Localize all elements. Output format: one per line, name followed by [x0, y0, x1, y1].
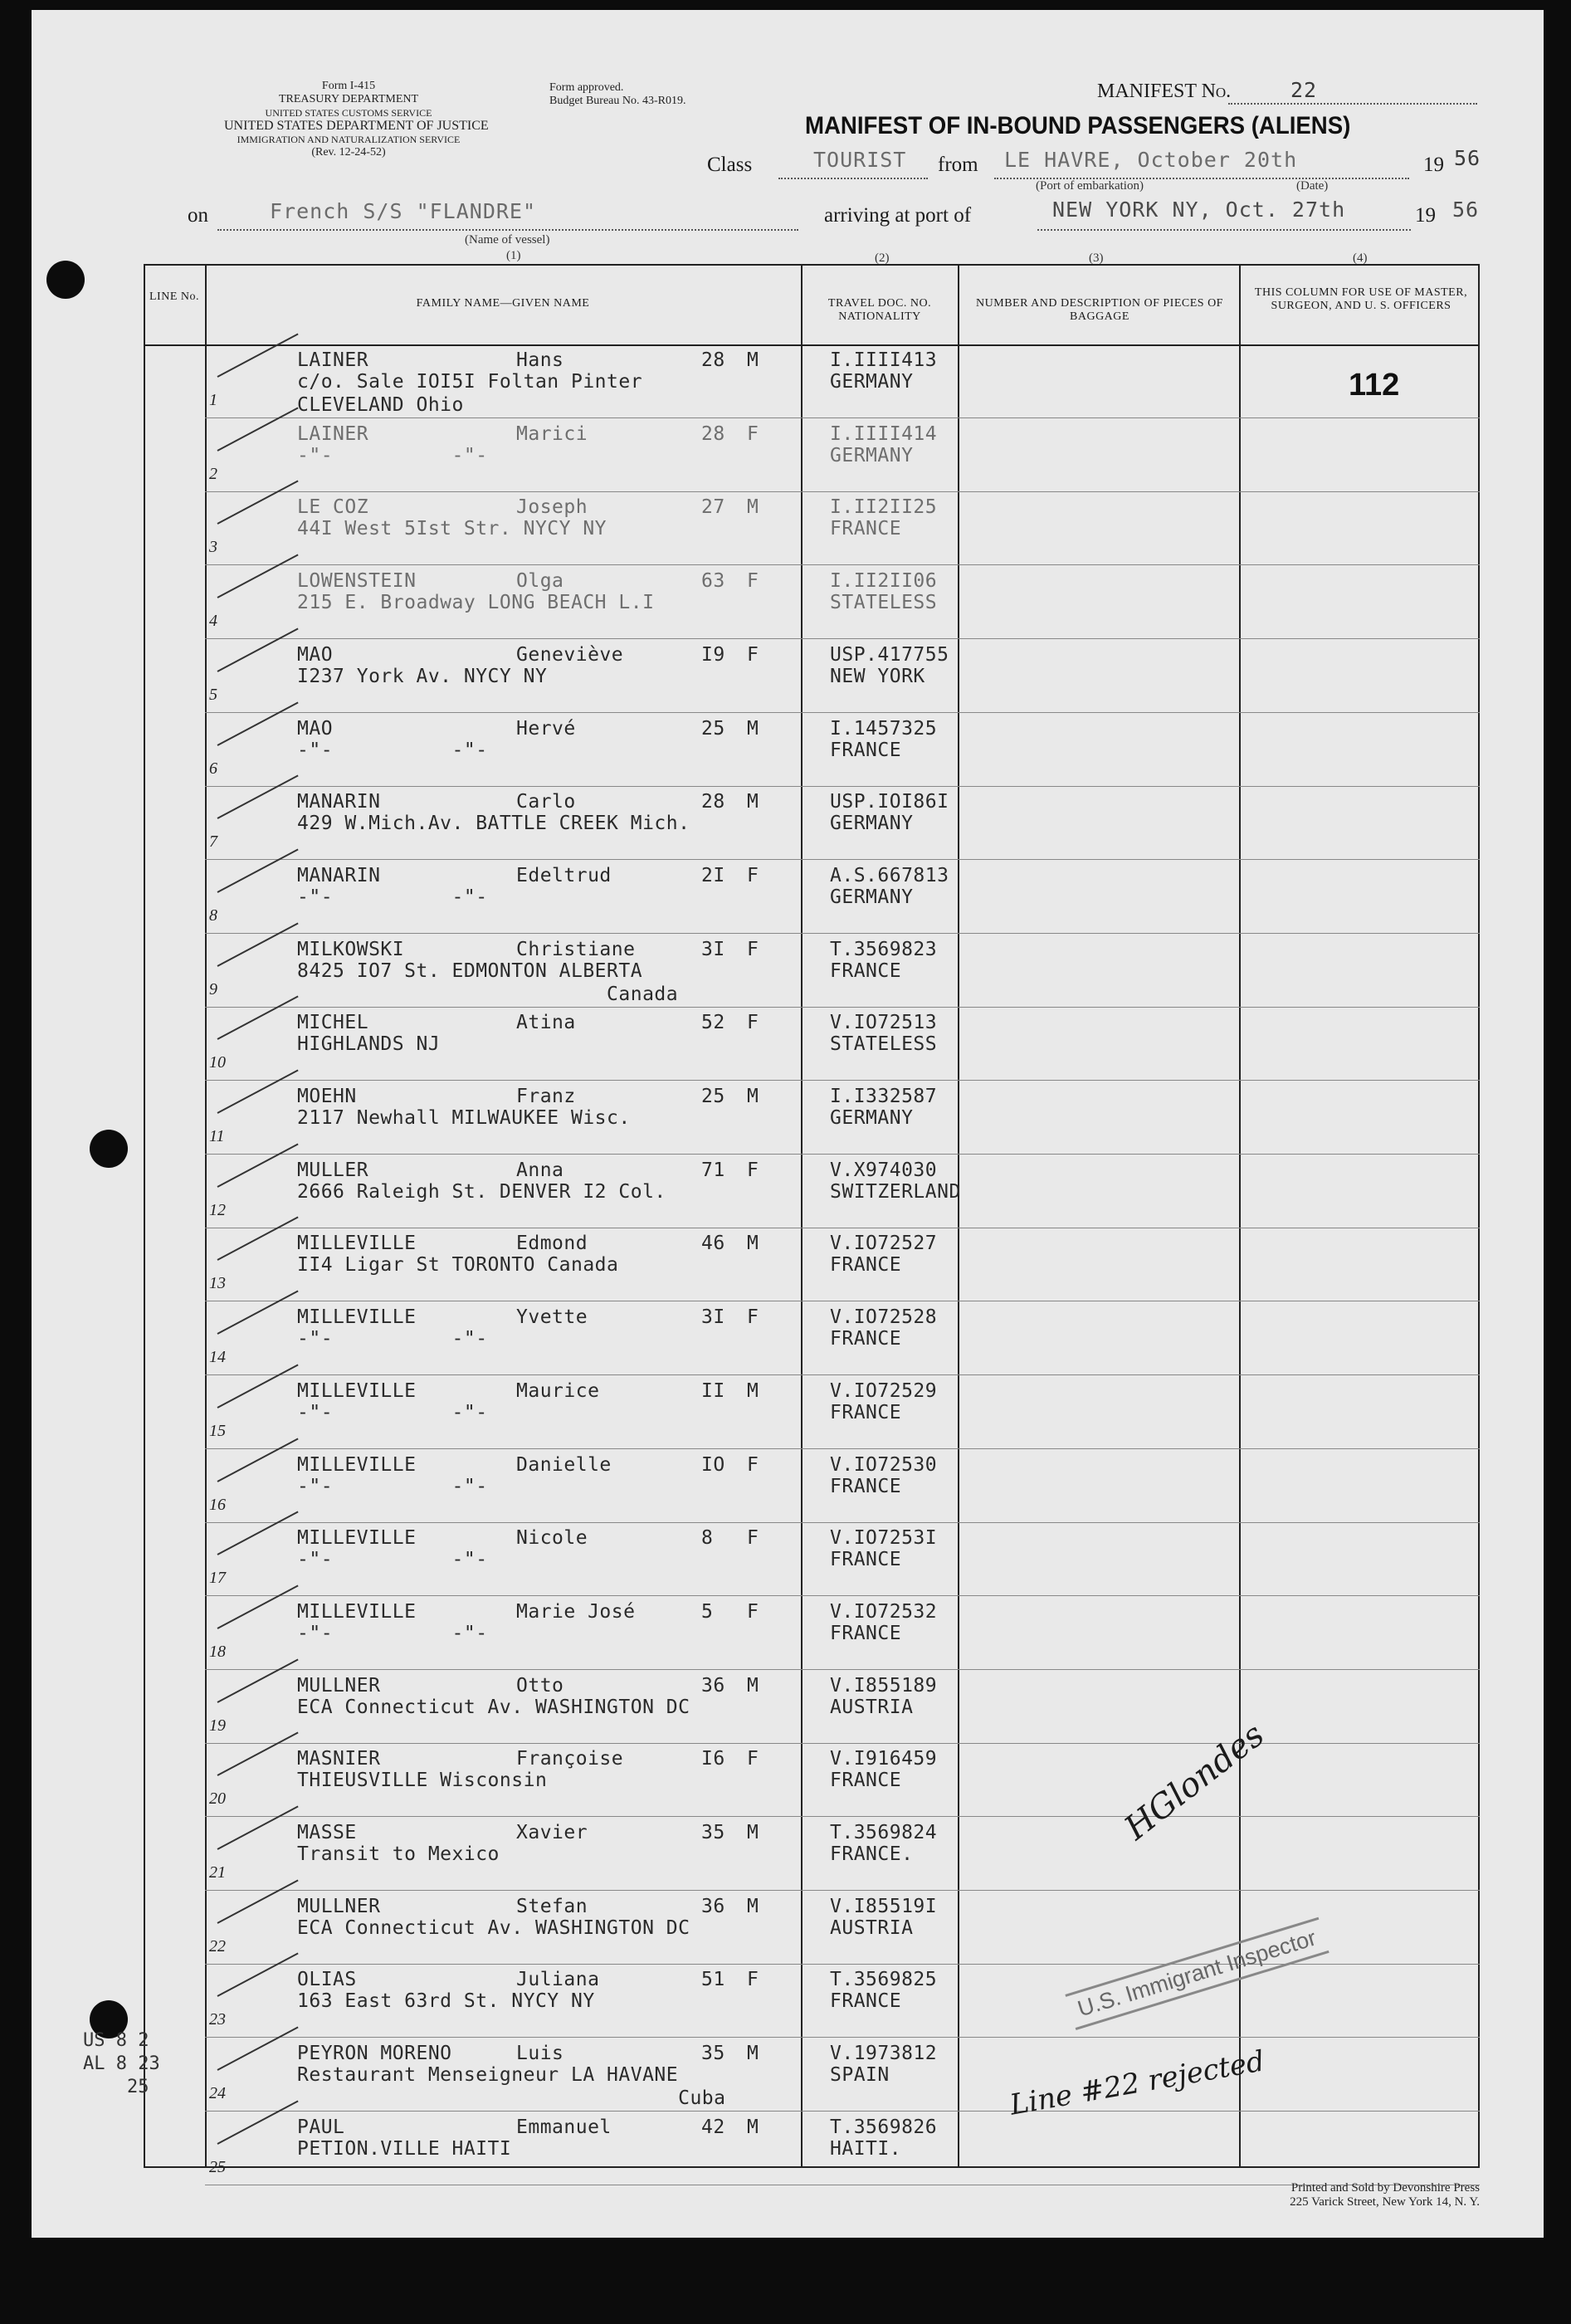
- embarkation-value: LE HAVRE, October 20th: [1004, 148, 1298, 172]
- sex: M: [747, 1233, 759, 1254]
- age: 27: [701, 496, 725, 518]
- nationality: STATELESS: [830, 1033, 938, 1055]
- sex: F: [747, 1748, 759, 1770]
- form-approved: Form approved.: [549, 81, 624, 94]
- line-number: 8: [209, 906, 217, 925]
- age: 28: [701, 349, 725, 371]
- travel-doc-no: V.IO72513: [830, 1012, 938, 1033]
- given-name: Maurice: [516, 1380, 600, 1402]
- age: 63: [701, 570, 725, 592]
- nationality: FRANCE: [830, 1254, 902, 1276]
- sex: F: [747, 939, 759, 960]
- given-name: Edmond: [516, 1233, 588, 1254]
- class-line: [778, 178, 928, 179]
- travel-doc-no: V.1973812: [830, 2043, 938, 2064]
- travel-doc-no: I.II2II25: [830, 496, 938, 518]
- age: 42: [701, 2116, 725, 2138]
- family-name: MILLEVILLE: [297, 1306, 417, 1328]
- travel-doc-no: V.I916459: [830, 1748, 938, 1770]
- family-name: MAO: [297, 644, 334, 666]
- table-row: [0, 1891, 1571, 1964]
- age: IO: [701, 1454, 725, 1476]
- address: PETION.VILLE HAITI: [297, 2138, 512, 2160]
- nationality: GERMANY: [830, 886, 914, 908]
- arriving-line: [1037, 229, 1411, 231]
- printer-footer: [1290, 2181, 1480, 2209]
- column-3-number: (3): [1089, 251, 1104, 265]
- inspector-stamp: U.S. Immigrant Inspector: [1065, 1917, 1329, 2030]
- year-value-1: 56: [1454, 146, 1481, 170]
- family-name: MILLEVILLE: [297, 1454, 417, 1476]
- line-number: 10: [209, 1053, 226, 1072]
- customs-service: UNITED STATES CUSTOMS SERVICE: [265, 107, 432, 119]
- table-row: [0, 934, 1571, 1007]
- address: 8425 IO7 St. EDMONTON ALBERTA Canada: [297, 960, 679, 1005]
- given-name: Otto: [516, 1675, 564, 1697]
- line-number: 16: [209, 1496, 226, 1514]
- given-name: Hervé: [516, 718, 576, 740]
- address: I237 York Av. NYCY NY: [297, 666, 548, 687]
- travel-doc-no: I.II2II06: [830, 570, 938, 592]
- given-name: Xavier: [516, 1822, 588, 1843]
- line-number: 15: [209, 1422, 226, 1440]
- table-row: [0, 2038, 1571, 2111]
- table-row: [0, 1964, 1571, 2037]
- family-name: LOWENSTEIN: [297, 570, 417, 592]
- revision: (Rev. 12-24-52): [311, 146, 386, 159]
- sex: M: [747, 2043, 759, 2064]
- line-number: 2: [209, 465, 217, 483]
- age: 3I: [701, 939, 725, 960]
- vessel-caption: (Name of vessel): [465, 233, 550, 247]
- nationality: NEW YORK: [830, 666, 925, 687]
- col-header-travel: TRAVEL DOC. NO. NATIONALITY: [827, 297, 932, 323]
- line-number: 13: [209, 1274, 226, 1292]
- family-name: PAUL: [297, 2116, 345, 2138]
- sex: F: [747, 1306, 759, 1328]
- line-number: 4: [209, 612, 217, 630]
- table-row: [0, 1375, 1571, 1448]
- nationality: STATELESS: [830, 592, 938, 613]
- on-label: on: [188, 204, 208, 227]
- age: 52: [701, 1012, 725, 1033]
- family-name: MILLEVILLE: [297, 1527, 417, 1549]
- passenger-count: 112: [1349, 368, 1400, 403]
- address: c/o. Sale IOI5I Foltan Pinter CLEVELAND Ohio: [297, 371, 643, 416]
- nationality: GERMANY: [830, 1107, 914, 1129]
- table-row: [0, 1449, 1571, 1522]
- year-prefix-2: 19: [1415, 204, 1436, 227]
- travel-doc-no: V.IO7253I: [830, 1527, 938, 1549]
- sex: F: [747, 1969, 759, 1990]
- address: ECA Connecticut Av. WASHINGTON DC: [297, 1917, 690, 1939]
- sex: F: [747, 570, 759, 592]
- family-name: MILLEVILLE: [297, 1601, 417, 1623]
- age: I6: [701, 1748, 725, 1770]
- travel-doc-no: V.IO72527: [830, 1233, 938, 1254]
- arriving-label: arriving at port of: [824, 204, 972, 227]
- age: 35: [701, 2043, 725, 2064]
- travel-doc-no: V.X974030: [830, 1160, 938, 1181]
- nationality: GERMANY: [830, 813, 914, 834]
- sex: F: [747, 865, 759, 886]
- travel-doc-no: V.IO72532: [830, 1601, 938, 1623]
- handwritten-note: Line #22 rejected: [1007, 2044, 1267, 2122]
- nationality: GERMANY: [830, 445, 914, 466]
- table-row: [0, 639, 1571, 712]
- age: I9: [701, 644, 725, 666]
- line-number: 20: [209, 1789, 226, 1808]
- col-header-line: LINE No.: [149, 290, 199, 303]
- age: 5: [701, 1601, 714, 1623]
- nationality: AUSTRIA: [830, 1697, 914, 1718]
- line-number: 11: [209, 1127, 225, 1145]
- age: 28: [701, 791, 725, 813]
- family-name: LAINER: [297, 423, 369, 445]
- form-header-left: [224, 80, 489, 159]
- given-name: Christiane: [516, 939, 636, 960]
- age: 25: [701, 718, 725, 740]
- nationality: FRANCE: [830, 518, 902, 540]
- family-name: MILKOWSKI: [297, 939, 405, 960]
- sex: M: [747, 2116, 759, 2138]
- given-name: Atina: [516, 1012, 576, 1033]
- sex: F: [747, 1601, 759, 1623]
- sex: F: [747, 1527, 759, 1549]
- sex: F: [747, 1160, 759, 1181]
- table-row: [0, 344, 1571, 417]
- manifest-no-value: 22: [1290, 78, 1318, 102]
- margin-tally: US 8 2 AL 8 23 25: [83, 2030, 160, 2097]
- nationality: FRANCE: [830, 1990, 902, 2012]
- family-name: MULLNER: [297, 1896, 381, 1917]
- travel-doc-no: I.I332587: [830, 1086, 938, 1107]
- manifest-title: MANIFEST OF IN-BOUND PASSENGERS (ALIENS): [805, 112, 1351, 139]
- line-number: 18: [209, 1643, 226, 1661]
- travel-doc-no: USP.417755: [830, 644, 949, 666]
- line-number: 24: [209, 2084, 226, 2102]
- table-row: [0, 1743, 1571, 1816]
- family-name: LAINER: [297, 349, 369, 371]
- column-1-number: (1): [506, 249, 521, 262]
- given-name: Françoise: [516, 1748, 624, 1770]
- sex: M: [747, 718, 759, 740]
- sex: M: [747, 791, 759, 813]
- age: 35: [701, 1822, 725, 1843]
- age: 8: [701, 1527, 714, 1549]
- printer-line-2: 225 Varick Street, New York 14, N. Y.: [1290, 2195, 1480, 2209]
- travel-doc-no: I.IIII413: [830, 349, 938, 371]
- table-row: [0, 1522, 1571, 1595]
- address: -"- -"-: [297, 445, 488, 466]
- sex: F: [747, 423, 759, 445]
- col-header-name: FAMILY NAME—GIVEN NAME: [416, 297, 590, 310]
- travel-doc-no: A.S.667813: [830, 865, 949, 886]
- sex: F: [747, 644, 759, 666]
- treasury-dept: TREASURY DEPARTMENT: [278, 93, 419, 105]
- age: 46: [701, 1233, 725, 1254]
- nationality: SWITZERLAND: [830, 1181, 961, 1203]
- given-name: Anna: [516, 1160, 564, 1181]
- sex: M: [747, 1675, 759, 1697]
- nationality: FRANCE: [830, 1623, 902, 1644]
- line-number: 3: [209, 538, 217, 556]
- travel-doc-no: I.1457325: [830, 718, 938, 740]
- sex: M: [747, 1896, 759, 1917]
- address: -"- -"-: [297, 1623, 488, 1644]
- address: -"- -"-: [297, 1476, 488, 1497]
- nationality: FRANCE: [830, 1770, 902, 1791]
- address: 2666 Raleigh St. DENVER I2 Col.: [297, 1181, 666, 1203]
- given-name: Nicole: [516, 1527, 588, 1549]
- from-label: from: [938, 154, 978, 176]
- age: 51: [701, 1969, 725, 1990]
- col-header-officers: THIS COLUMN FOR USE OF MASTER, SURGEON, AND U. S. OFFICERS: [1254, 286, 1468, 312]
- table-row: [0, 491, 1571, 564]
- age: II: [701, 1380, 725, 1402]
- line-number: 22: [209, 1937, 226, 1955]
- table-row: [0, 1228, 1571, 1301]
- family-name: MULLNER: [297, 1675, 381, 1697]
- table-row: [0, 1081, 1571, 1154]
- class-label: Class: [707, 154, 753, 176]
- given-name: Joseph: [516, 496, 588, 518]
- nationality: FRANCE: [830, 1549, 902, 1570]
- date-caption: (Date): [1296, 179, 1329, 193]
- nationality: FRANCE: [830, 1402, 902, 1423]
- family-name: MANARIN: [297, 791, 381, 813]
- age: 36: [701, 1675, 725, 1697]
- table-row: [0, 1596, 1571, 1669]
- travel-doc-no: T.3569825: [830, 1969, 938, 1990]
- nationality: FRANCE: [830, 1476, 902, 1497]
- line-number: 17: [209, 1569, 226, 1587]
- line-number: 14: [209, 1348, 226, 1366]
- given-name: Juliana: [516, 1969, 600, 1990]
- manifest-no-line: [1228, 103, 1477, 105]
- line-number: 1: [209, 391, 217, 409]
- vessel-value: French S/S "FLANDRE": [270, 199, 537, 223]
- nationality: GERMANY: [830, 371, 914, 393]
- table-row: [0, 565, 1571, 638]
- column-4-number: (4): [1353, 251, 1368, 265]
- given-name: Marici: [516, 423, 588, 445]
- family-name: MANARIN: [297, 865, 381, 886]
- sex: M: [747, 1822, 759, 1843]
- address: 44I West 5Ist Str. NYCY NY: [297, 518, 607, 540]
- family-name: OLIAS: [297, 1969, 357, 1990]
- punch-hole: [46, 261, 85, 299]
- travel-doc-no: V.I85519I: [830, 1896, 938, 1917]
- travel-doc-no: I.IIII414: [830, 423, 938, 445]
- family-name: LE COZ: [297, 496, 369, 518]
- family-name: MILLEVILLE: [297, 1380, 417, 1402]
- table-row: [0, 1817, 1571, 1890]
- address: -"- -"-: [297, 1402, 488, 1423]
- nationality: FRANCE: [830, 960, 902, 982]
- family-name: MULLER: [297, 1160, 369, 1181]
- year-prefix-1: 19: [1423, 154, 1444, 176]
- address: II4 Ligar St TORONTO Canada: [297, 1254, 619, 1276]
- col-header-baggage: NUMBER AND DESCRIPTION OF PIECES OF BAGGAGE: [976, 297, 1223, 323]
- given-name: Geneviève: [516, 644, 624, 666]
- nationality: HAITI.: [830, 2138, 902, 2160]
- sex: F: [747, 1454, 759, 1476]
- travel-doc-no: V.IO72530: [830, 1454, 938, 1476]
- table-row: [0, 1155, 1571, 1228]
- address: THIEUSVILLE Wisconsin: [297, 1770, 548, 1791]
- nationality: SPAIN: [830, 2064, 890, 2086]
- line-number: 23: [209, 2010, 226, 2029]
- line-number: 7: [209, 832, 217, 851]
- form-number: Form I-415: [321, 80, 376, 92]
- given-name: Edeltrud: [516, 865, 612, 886]
- line-number: 21: [209, 1863, 226, 1882]
- address: -"- -"-: [297, 740, 488, 761]
- address: 2117 Newhall MILWAUKEE Wisc.: [297, 1107, 631, 1129]
- line-number: 6: [209, 759, 217, 778]
- age: 71: [701, 1160, 725, 1181]
- ins-service: IMMIGRATION AND NATURALIZATION SERVICE: [237, 134, 461, 145]
- family-name: MASSE: [297, 1822, 357, 1843]
- family-name: MASNIER: [297, 1748, 381, 1770]
- sex: M: [747, 1086, 759, 1107]
- age: 2I: [701, 865, 725, 886]
- inspector-signature: HGlondes: [1117, 1716, 1272, 1848]
- age: 3I: [701, 1306, 725, 1328]
- table-row: [0, 786, 1571, 859]
- sex: M: [747, 496, 759, 518]
- family-name: PEYRON MORENO: [297, 2043, 452, 2064]
- family-name: MOEHN: [297, 1086, 357, 1107]
- sex: F: [747, 1012, 759, 1033]
- line-number: 12: [209, 1201, 226, 1219]
- given-name: Hans: [516, 349, 564, 371]
- nationality: FRANCE: [830, 740, 902, 761]
- column-2-number: (2): [875, 251, 890, 265]
- given-name: Marie José: [516, 1601, 636, 1623]
- age: 36: [701, 1896, 725, 1917]
- vessel-line: [217, 229, 798, 231]
- given-name: Franz: [516, 1086, 576, 1107]
- table-row: [0, 1670, 1571, 1743]
- address: 429 W.Mich.Av. BATTLE CREEK Mich.: [297, 813, 690, 834]
- address: HIGHLANDS NJ: [297, 1033, 441, 1055]
- given-name: Carlo: [516, 791, 576, 813]
- age: 25: [701, 1086, 725, 1107]
- printer-line-1: Printed and Sold by Devonshire Press: [1290, 2181, 1480, 2195]
- travel-doc-no: T.3569826: [830, 2116, 938, 2138]
- budget-bureau: Budget Bureau No. 43-R019.: [549, 95, 686, 107]
- travel-doc-no: T.3569823: [830, 939, 938, 960]
- address: -"- -"-: [297, 1328, 488, 1350]
- travel-doc-no: V.IO72529: [830, 1380, 938, 1402]
- class-value: TOURIST: [813, 148, 907, 172]
- line-number: 25: [209, 2158, 226, 2176]
- budget-info: [549, 81, 685, 108]
- table-row: [0, 1301, 1571, 1374]
- address: 163 East 63rd St. NYCY NY: [297, 1990, 595, 2012]
- family-name: MICHEL: [297, 1012, 369, 1033]
- port-embarkation-caption: (Port of embarkation): [1036, 179, 1144, 193]
- address: -"- -"-: [297, 1549, 488, 1570]
- table-row: [0, 713, 1571, 786]
- nationality: FRANCE: [830, 1328, 902, 1350]
- table-row: [0, 860, 1571, 933]
- sex: M: [747, 349, 759, 371]
- family-name: MAO: [297, 718, 334, 740]
- address: Restaurant Menseigneur LA HAVANE Cuba: [297, 2064, 726, 2109]
- nationality: AUSTRIA: [830, 1917, 914, 1939]
- given-name: Yvette: [516, 1306, 588, 1328]
- given-name: Luis: [516, 2043, 564, 2064]
- age: 28: [701, 423, 725, 445]
- address: -"- -"-: [297, 886, 488, 908]
- given-name: Emmanuel: [516, 2116, 612, 2138]
- manifest-no-label: MANIFEST No.: [1097, 81, 1232, 102]
- travel-doc-no: USP.IOI86I: [830, 791, 949, 813]
- address: Transit to Mexico: [297, 1843, 500, 1865]
- line-number: 19: [209, 1716, 226, 1735]
- given-name: Olga: [516, 570, 564, 592]
- travel-doc-no: V.I855189: [830, 1675, 938, 1697]
- line-number: 5: [209, 686, 217, 704]
- family-name: MILLEVILLE: [297, 1233, 417, 1254]
- nationality: FRANCE.: [830, 1843, 914, 1865]
- table-row: [0, 418, 1571, 491]
- table-row: [0, 2112, 1571, 2185]
- travel-doc-no: V.IO72528: [830, 1306, 938, 1328]
- given-name: Stefan: [516, 1896, 588, 1917]
- table-row: [0, 1007, 1571, 1080]
- address: 215 E. Broadway LONG BEACH L.I: [297, 592, 655, 613]
- given-name: Danielle: [516, 1454, 612, 1476]
- year-value-2: 56: [1452, 198, 1480, 222]
- sex: M: [747, 1380, 759, 1402]
- line-number: 9: [209, 980, 217, 998]
- travel-doc-no: T.3569824: [830, 1822, 938, 1843]
- arrival-value: NEW YORK NY, Oct. 27th: [1052, 198, 1346, 222]
- justice-dept: UNITED STATES DEPARTMENT OF JUSTICE: [224, 119, 489, 133]
- address: ECA Connecticut Av. WASHINGTON DC: [297, 1697, 690, 1718]
